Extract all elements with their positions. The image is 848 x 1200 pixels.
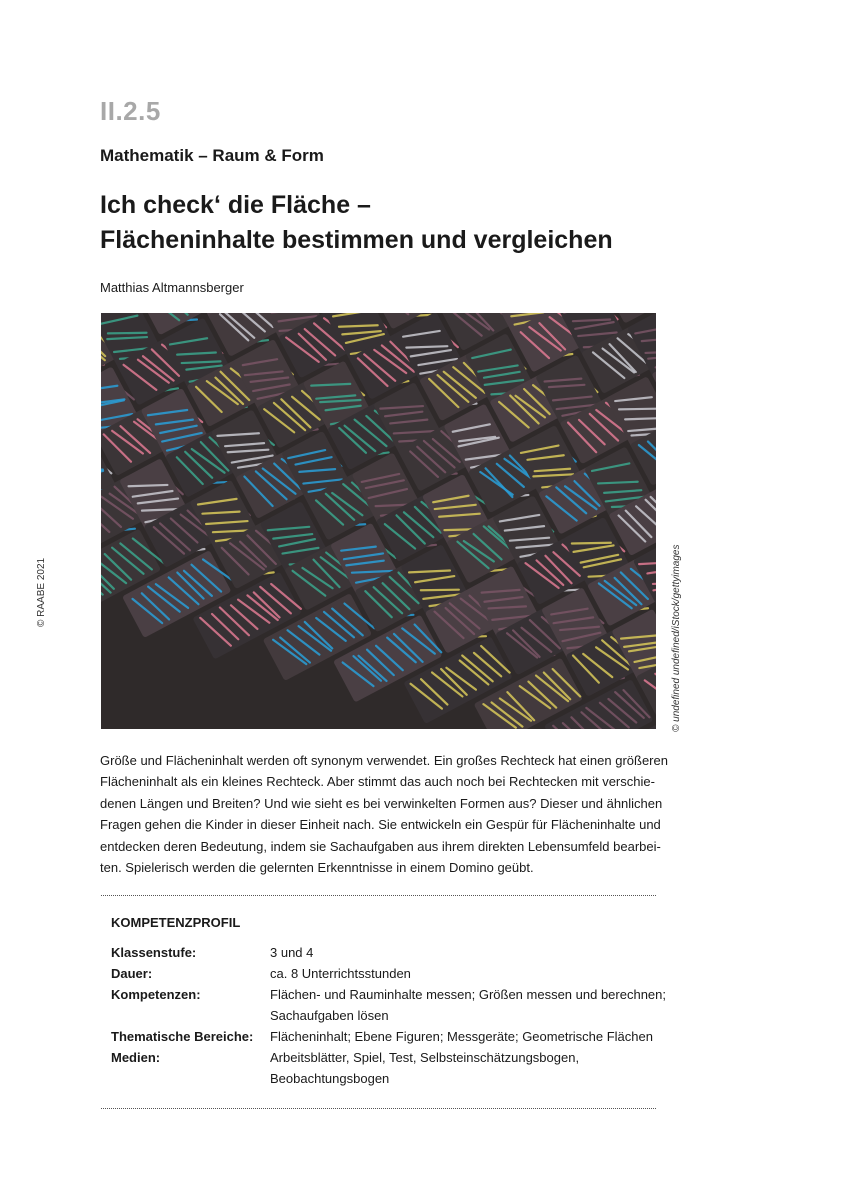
page-title (100, 188, 720, 258)
brick-pattern-image (101, 313, 656, 729)
section-number: II.2.5 (100, 96, 161, 126)
subject-line: Mathematik – Raum & Form (100, 146, 324, 165)
chalk-bricks-photo (101, 313, 656, 729)
title-line-1: Ich check‘ die Fläche – (100, 191, 371, 219)
author-name: Matthias Altmannsberger (100, 280, 244, 295)
title-line-2: Flächeninhalte bestimmen und vergleichen (100, 226, 613, 254)
